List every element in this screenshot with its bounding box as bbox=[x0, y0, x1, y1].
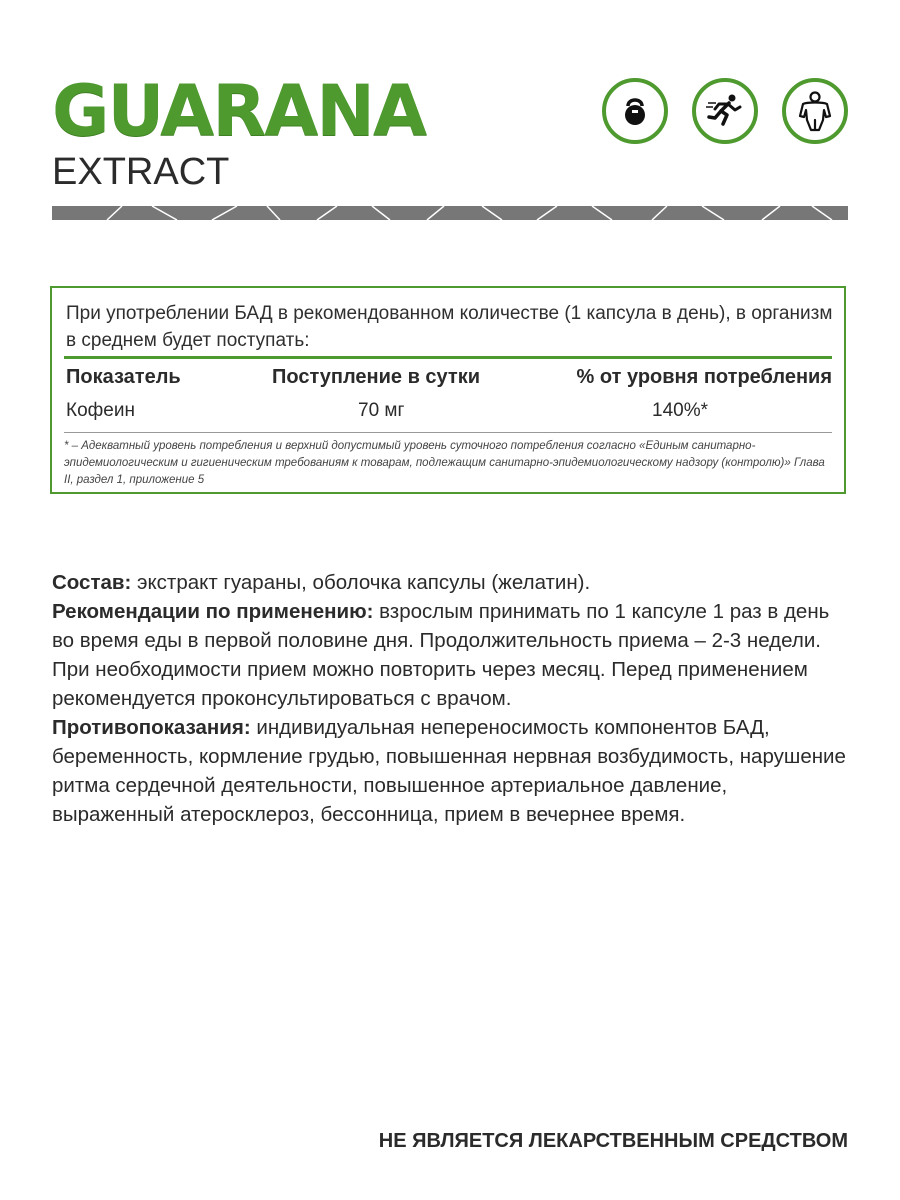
badge-icons bbox=[602, 78, 848, 144]
contraindications-label: Противопоказания: bbox=[52, 716, 251, 739]
info-intro: При употреблении БАД в рекомендованном количестве (1 капсула в день), в организм в среднем будет поступать: bbox=[66, 303, 833, 351]
col-header-percent: % от уровня потребления bbox=[576, 366, 832, 388]
table-footnote: * – Адекватный уровень потребления и верхний допустимый уровень суточного потребления согласно «Единым санитарно-эпидемиологическим и гигиеническим требованиям к товарам, подлежащим санитарно-эпидемиологическому надзору (контролю)» Глава II, раздел 1, приложение 5 bbox=[64, 440, 825, 486]
product-details bbox=[52, 568, 848, 829]
runner-badge bbox=[692, 78, 758, 144]
usage-text: взрослым принимать по 1 капсуле 1 раз в день во время еды в первой половине дня. Продолжительность приема – 2-3 недели. При необходимости прием можно повторить через месяц. Перед применением рекомендуется проконсультироваться с врачом. bbox=[52, 600, 830, 710]
strongman-icon bbox=[795, 90, 835, 132]
product-subtitle: EXTRACT bbox=[52, 151, 230, 193]
nutrition-info-box bbox=[50, 286, 846, 494]
kettlebell-badge bbox=[602, 78, 668, 144]
usage-paragraph bbox=[52, 597, 848, 713]
col-header-daily-intake: Поступление в сутки bbox=[272, 366, 481, 388]
strongman-badge bbox=[782, 78, 848, 144]
composition-text: экстракт гуараны, оболочка капсулы (желатин). bbox=[131, 571, 591, 594]
brand-title: GUARANA bbox=[52, 70, 426, 152]
not-medicine-disclaimer: НЕ ЯВЛЯЕТСЯ ЛЕКАРСТВЕННЫМ СРЕДСТВОМ bbox=[378, 1130, 848, 1152]
decorative-stripe-bar bbox=[52, 206, 848, 220]
composition-label: Состав: bbox=[52, 571, 132, 594]
table-divider bbox=[64, 356, 832, 359]
row-caffeine-name: Кофеин bbox=[66, 400, 135, 421]
kettlebell-icon bbox=[618, 94, 652, 128]
col-header-indicator: Показатель bbox=[66, 366, 181, 388]
footnote-divider bbox=[64, 432, 832, 433]
composition-paragraph bbox=[52, 568, 848, 597]
row-caffeine-amount: 70 мг bbox=[358, 400, 405, 421]
contraindications-paragraph bbox=[52, 713, 848, 829]
contraindications-text: индивидуальная непереносимость компонентов БАД, беременность, кормление грудью, повышенная нервная возбудимость, нарушение ритма сердечной деятельности, повышенное артериальное давление, выраженный атеросклероз, бессонница, прием в вечернее время. bbox=[52, 716, 846, 826]
running-man-icon bbox=[705, 91, 745, 131]
usage-label: Рекомендации по применению: bbox=[52, 600, 374, 623]
row-caffeine-percent: 140%* bbox=[652, 400, 708, 421]
